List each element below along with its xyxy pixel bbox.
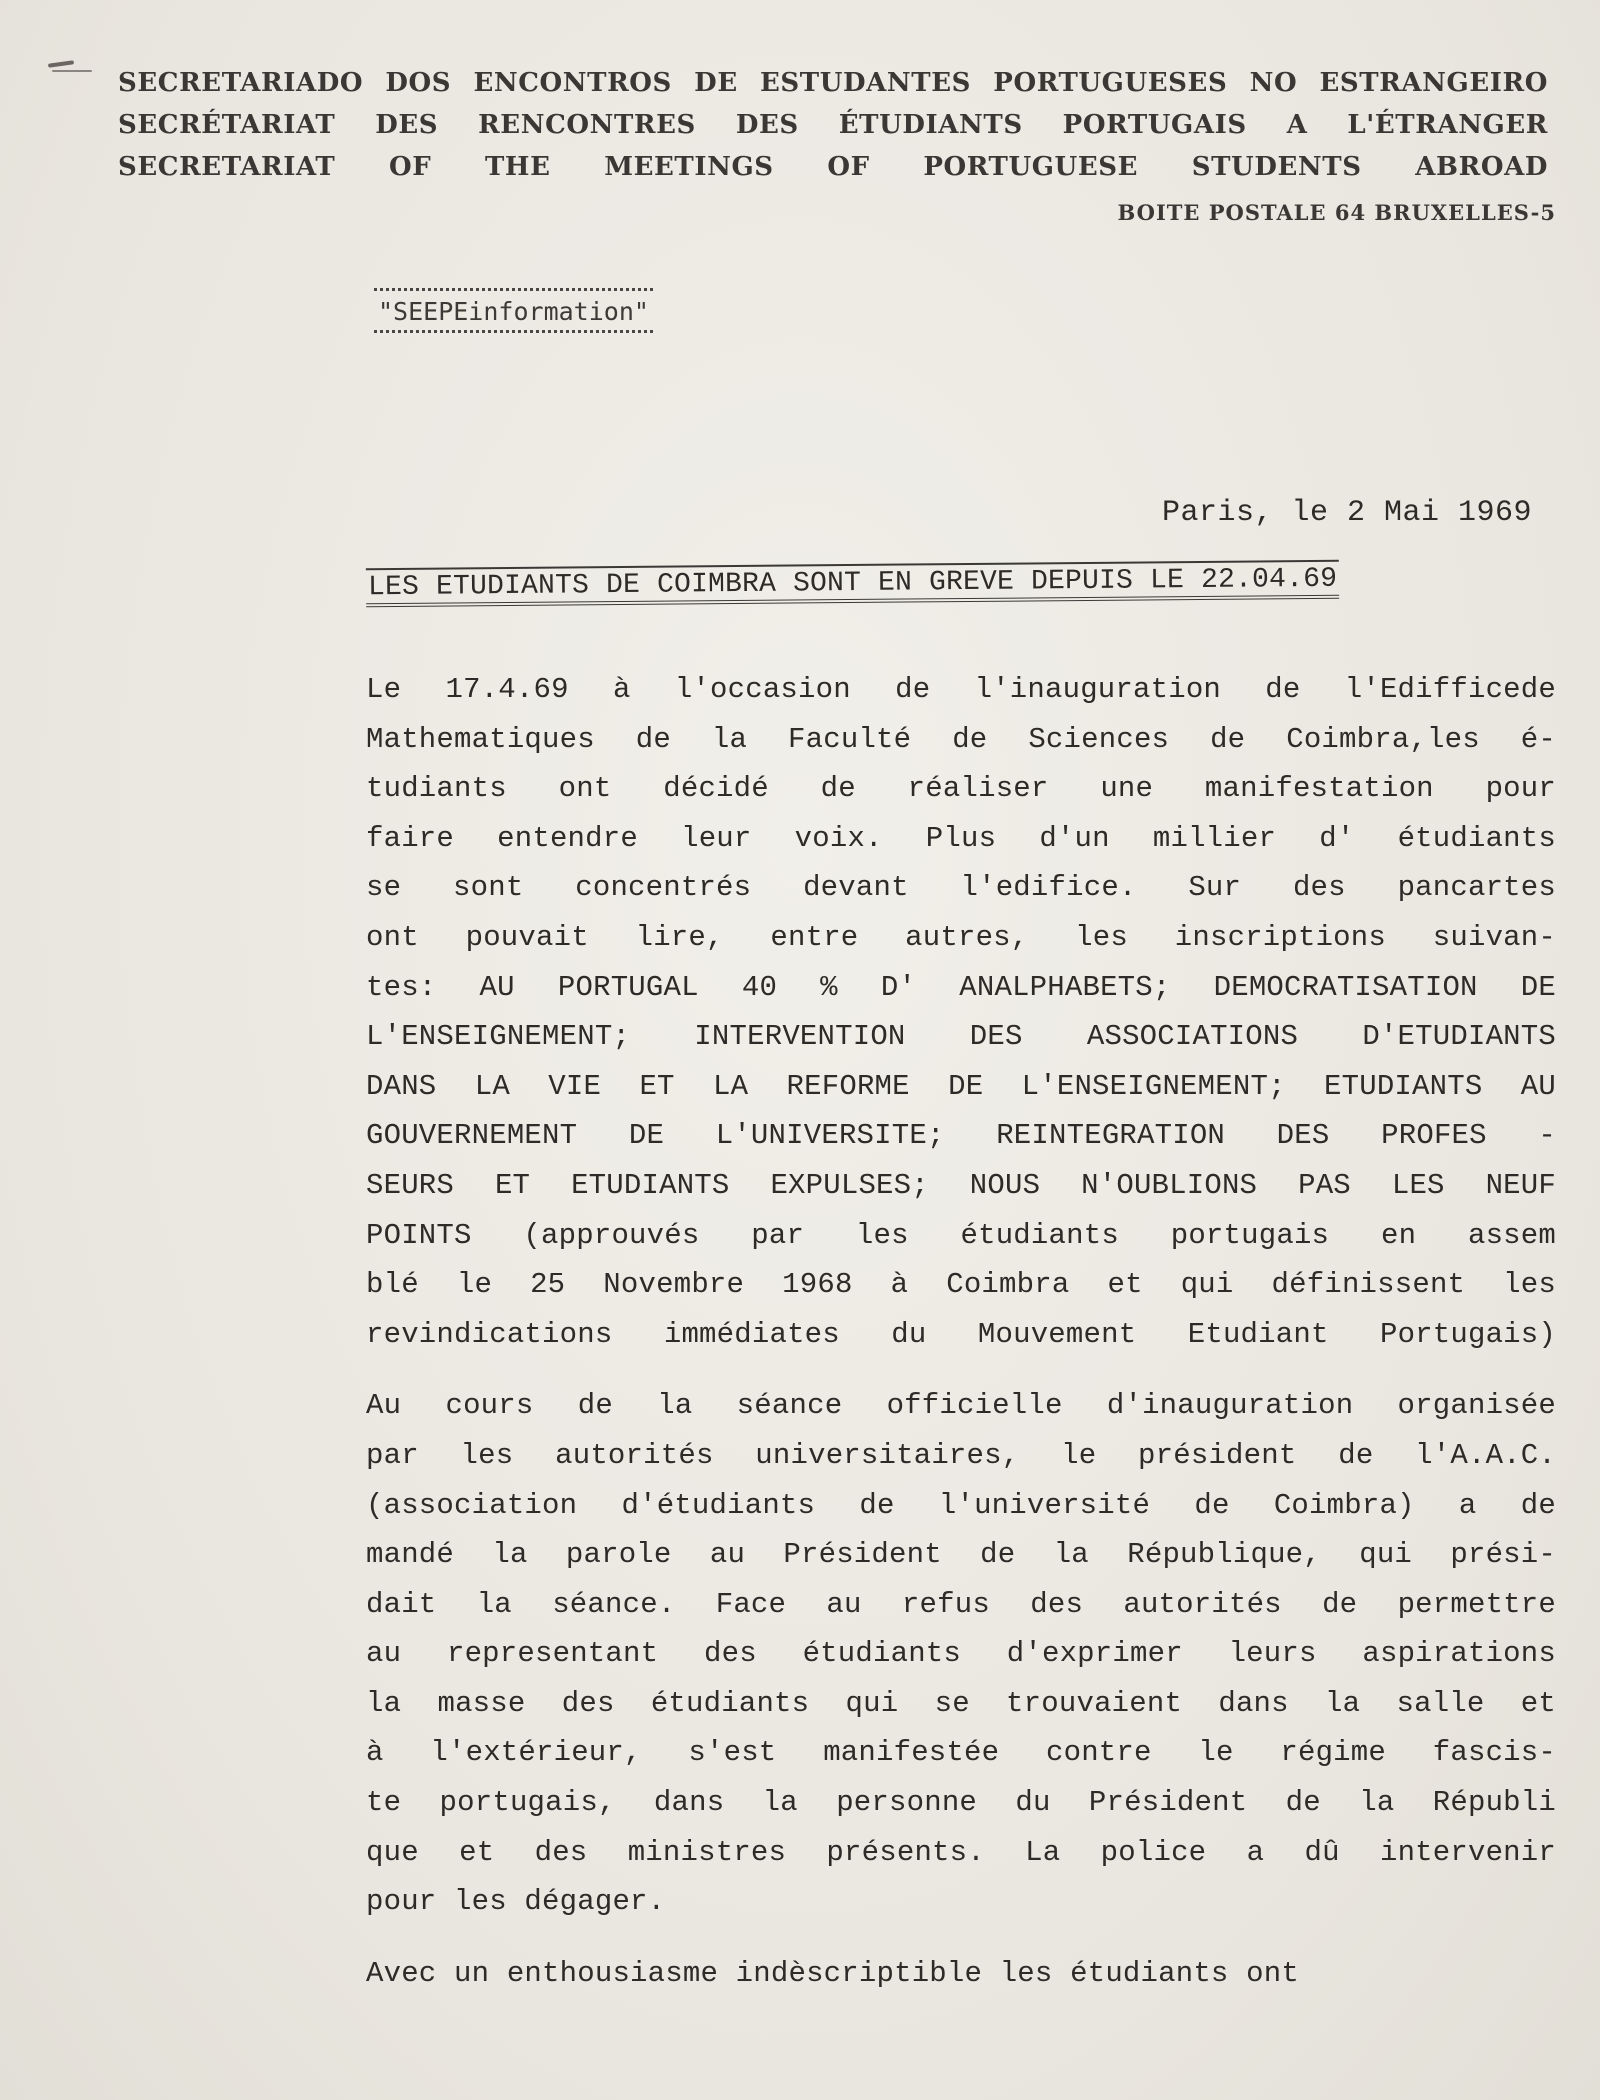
body-line: au representant des étudiants d'exprimer leurs aspirations [366,1637,1556,1671]
body-line: revindications immédiates du Mouvement Etudiant Portugais) [366,1317,1556,1351]
ink-mark [48,60,74,68]
body-line: Avec un enthousiasme indèscriptible les étudiants ont [366,1956,1299,1990]
body-line: pour les dégager. [366,1885,666,1919]
body-line: te portugais, dans la personne du Président de la Républi [366,1786,1556,1820]
body-line: ont pouvait lire, entre autres, les inscriptions suivan- [366,920,1556,954]
letterhead [118,62,1548,188]
body-line: GOUVERNEMENT DE L'UNIVERSITE; REINTEGRATION DES PROFES - [366,1119,1556,1153]
body-line: la masse des étudiants qui se trouvaient dans la salle et [366,1686,1556,1720]
body-line: que et des ministres présents. La police a dû intervenir [366,1835,1556,1869]
postal-address: BOITE POSTALE 64 BRUXELLES-5 [1117,200,1556,225]
body-line: POINTS (approuvés par les étudiants portugais en assem [366,1218,1556,1252]
body-line: (association d'étudiants de l'université de Coimbra) a de [366,1488,1556,1522]
body-line: à l'extérieur, s'est manifestée contre le régime fascis- [366,1736,1556,1770]
body-line: se sont concentrés devant l'edifice. Sur des pancartes [366,871,1556,905]
body-line: Le 17.4.69 à l'occasion de l'inauguration de l'Edifficede [366,673,1556,706]
body-line: tes: AU PORTUGAL 40 % D' ANALPHABETS; DEMOCRATISATION DE [366,970,1556,1004]
body-line: L'ENSEIGNEMENT; INTERVENTION DES ASSOCIATIONS D'ETUDIANTS [366,1020,1556,1054]
bulletin-name: "SEEPEinformation" [374,288,653,333]
letterhead-english: SECRETARIAT OF THE MEETINGS OF PORTUGUESE STUDENTS ABROAD [118,152,1548,182]
letterhead-french: SECRÉTARIAT DES RENCONTRES DES ÉTUDIANTS PORTUGAIS A L'ÉTRANGER [118,110,1548,140]
body-text [366,665,1556,1998]
body-line: Au cours de la séance officielle d'inauguration organisée [366,1389,1556,1423]
body-line: blé le 25 Novembre 1968 à Coimbra et qui définissent les [366,1268,1556,1302]
document-date: Paris, le 2 Mai 1969 [1161,496,1532,530]
body-line: tudiants ont décidé de réaliser une manifestation pour [366,772,1556,806]
headline: LES ETUDIANTS DE COIMBRA SONT EN GREVE DEPUIS LE 22.04.69 [366,560,1339,607]
paragraph-gap [366,1927,1556,1949]
ink-mark [52,70,92,72]
body-line: DANS LA VIE ET LA REFORME DE L'ENSEIGNEMENT; ETUDIANTS AU [366,1069,1556,1103]
body-line: faire entendre leur voix. Plus d'un millier d' étudiants [366,821,1556,855]
body-line: mandé la parole au Président de la République, qui prési- [366,1538,1556,1572]
paragraph-gap [366,1359,1556,1381]
body-line: SEURS ET ETUDIANTS EXPULSES; NOUS N'OUBLIONS PAS LES NEUF [366,1168,1556,1202]
body-line: Mathematiques de la Faculté de Sciences de Coimbra,les é- [366,722,1556,756]
body-line: par les autorités universitaires, le président de l'A.A.C. [366,1438,1556,1472]
letterhead-portuguese: SECRETARIADO DOS ENCONTROS DE ESTUDANTES PORTUGUESES NO ESTRANGEIRO [118,68,1548,98]
body-line: dait la séance. Face au refus des autorités de permettre [366,1587,1556,1621]
